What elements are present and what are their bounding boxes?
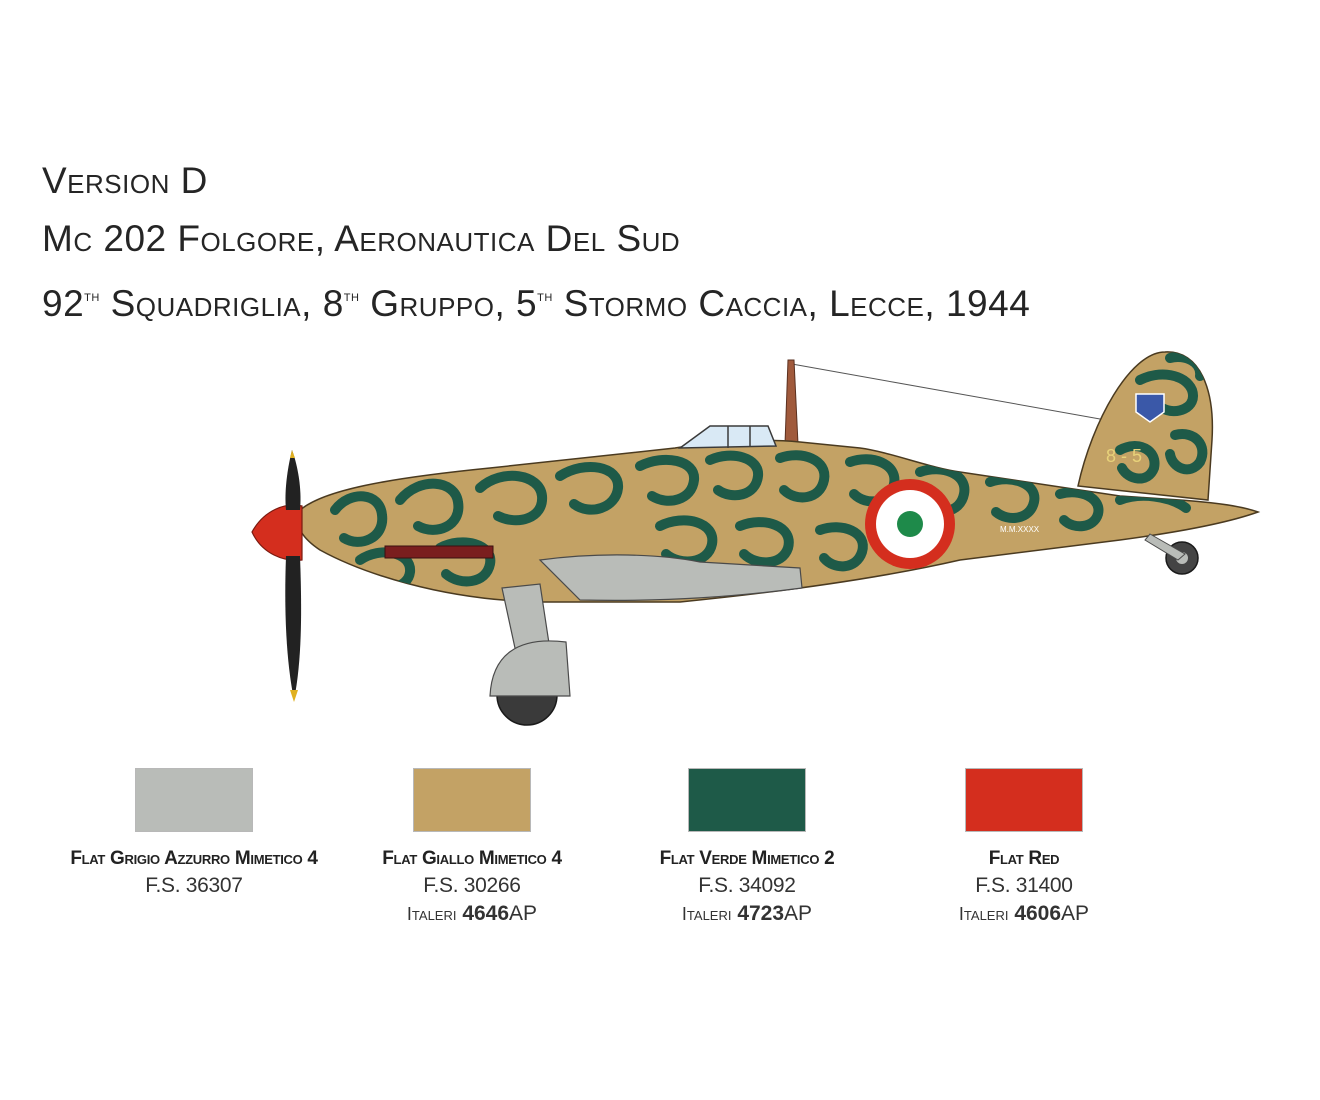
unit-title-part: Stormo Caccia, Lecce, 1944 bbox=[552, 283, 1031, 324]
roundel-center bbox=[897, 511, 923, 537]
paint-name: Flat Grigio Azzurro Mimetico 4 bbox=[70, 848, 318, 869]
exhaust-stacks bbox=[385, 546, 493, 558]
antenna-mast bbox=[785, 360, 798, 444]
unit-title-part: Gruppo, 5 bbox=[359, 283, 538, 324]
paint-italeri-code bbox=[322, 902, 622, 926]
propeller-tip bbox=[290, 450, 295, 458]
version-title: Version D bbox=[42, 160, 208, 201]
paint-swatch bbox=[135, 768, 253, 832]
wheel-fairing bbox=[490, 641, 570, 696]
title-block bbox=[42, 152, 1030, 333]
unit-title-part: 92 bbox=[42, 283, 85, 324]
spinner bbox=[252, 505, 302, 560]
paint-code-suffix: AP bbox=[784, 902, 813, 925]
paint-name: Flat Verde Mimetico 2 bbox=[659, 848, 835, 869]
paint-brand: Italeri bbox=[958, 904, 1009, 924]
unit-title-ordinal: th bbox=[84, 288, 100, 305]
paint-column bbox=[597, 768, 897, 926]
propeller-tip bbox=[290, 690, 298, 702]
paint-code-suffix: AP bbox=[1061, 902, 1090, 925]
paint-brand: Italeri bbox=[406, 904, 457, 924]
paint-column bbox=[44, 768, 344, 898]
paint-swatch bbox=[965, 768, 1083, 832]
unit-title-part: Squadriglia, 8 bbox=[99, 283, 344, 324]
paint-fs-code: F.S. 31400 bbox=[975, 874, 1073, 897]
paint-code-number: 4723 bbox=[737, 902, 785, 925]
paint-name: Flat Red bbox=[988, 848, 1060, 869]
paint-code-number: 4606 bbox=[1014, 902, 1062, 925]
propeller-blade-lower bbox=[285, 556, 301, 700]
unit-title bbox=[42, 268, 1030, 333]
paint-fs-code: F.S. 34092 bbox=[698, 874, 796, 897]
paint-name: Flat Giallo Mimetico 4 bbox=[382, 848, 562, 869]
paint-column bbox=[874, 768, 1174, 926]
paint-fs-code: F.S. 30266 bbox=[423, 874, 521, 897]
paint-swatch bbox=[688, 768, 806, 832]
paint-code-suffix: AP bbox=[509, 902, 538, 925]
unit-title-ordinal: th bbox=[343, 288, 360, 305]
antenna-wire bbox=[792, 364, 1128, 424]
paint-italeri-code bbox=[874, 902, 1174, 926]
aircraft-side-profile bbox=[240, 350, 1280, 730]
fuselage-code: M.M.XXXX bbox=[1000, 525, 1040, 534]
paint-brand: Italeri bbox=[681, 904, 732, 924]
propeller-blade-upper bbox=[285, 450, 300, 510]
paint-column bbox=[322, 768, 622, 926]
paint-swatch bbox=[413, 768, 531, 832]
unit-title-ordinal: th bbox=[537, 288, 553, 305]
paint-code-number: 4646 bbox=[462, 902, 510, 925]
tail-number: 8 - 5 bbox=[1106, 446, 1143, 466]
aircraft-title: Mc 202 Folgore, Aeronautica Del Sud bbox=[42, 218, 681, 259]
paint-italeri-code bbox=[597, 902, 897, 926]
paint-fs-code: F.S. 36307 bbox=[145, 874, 243, 897]
